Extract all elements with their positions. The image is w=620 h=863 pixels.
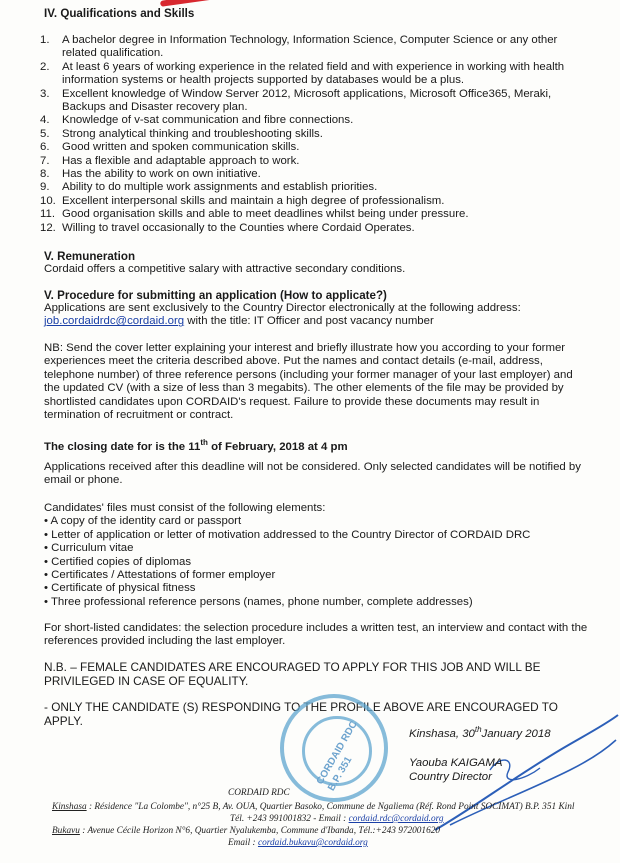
remuneration-text: Cordaid offers a competitive salary with attractive secondary conditions. bbox=[44, 263, 406, 275]
list-item: • Certified copies of diplomas bbox=[44, 556, 589, 569]
list-item: • A copy of the identity card or passport bbox=[44, 515, 589, 528]
signer-block bbox=[409, 756, 503, 784]
list-item: 6. Good written and spoken communication skills. bbox=[40, 141, 300, 154]
elements-list bbox=[44, 515, 589, 609]
footer-kinshasa-contact: Tél. +243 991001832 - Email : cordaid.rdc@cordaid.org bbox=[230, 814, 444, 824]
list-item: 7. Has a flexible and adaptable approach to work. bbox=[40, 154, 300, 167]
signing-place-date: Kinshasa, 30thJanuary 2018 bbox=[409, 725, 551, 740]
footer-bukavu-contact: Email : cordaid.bukavu@cordaid.org bbox=[228, 838, 368, 848]
footer-kinshasa-address: Kinshasa : Résidence "La Colombe", n°25 B, Av. OUA, Quartier Basoko, Commune de Ngaliema (Réf. Rond Point SOCIMAT) B.P. 351 Kinl bbox=[52, 802, 575, 812]
footer-bukavu-address: Bukavu : Avenue Cécile Horizon N°6, Quartier Nyalukemba, Commune d'Ibanda, Tél.:+243 972001620 bbox=[52, 826, 441, 836]
female-notice: N.B. – FEMALE CANDIDATES ARE ENCOURAGED TO APPLY FOR THIS JOB AND WILL BE PRIVILEGED IN CASE OF EQUALITY. bbox=[44, 660, 541, 689]
list-item: 9. Ability to do multiple work assignments and establish priorities. bbox=[40, 181, 378, 194]
list-item: 1. A bachelor degree in Information Technology, Information Science, Computer Science or any other related qualification. bbox=[40, 34, 558, 60]
shortlist-paragraph: For short-listed candidates: the selection procedure includes a written test, an interview and contact with the references provided including the last employer. bbox=[44, 622, 588, 648]
list-item: 5. Strong analytical thinking and troubleshooting skills. bbox=[40, 127, 323, 140]
deadline-notice: Applications received after this deadline will not be considered. Only selected candidates will be notified by email or phone. bbox=[44, 461, 581, 487]
nb-paragraph: NB: Send the cover letter explaining your interest and briefly illustrate how you according to your former experiences meet the criteria described above. Put the names and contact details (e-mail, address, telephone number) of three reference persons (including your former manager of your last employer) and the updated CV (with a size of less than 3 megabits). The other elements of the file may be provided by shortlisted candidates upon CORDAID's request. Failure to provide these documents may result in termination of recruitment or contract. bbox=[44, 342, 573, 422]
signer-name: Yaouba KAIGAMA bbox=[409, 757, 503, 769]
list-item: • Three professional reference persons (names, phone number, complete addresses) bbox=[44, 596, 589, 609]
logo-fragment bbox=[160, 0, 230, 7]
procedure-heading: V. Procedure for submitting an application (How to applicate?) bbox=[44, 289, 387, 302]
cordaid-stamp bbox=[280, 694, 388, 802]
list-item: 12. Willing to travel occasionally to the Counties where Cordaid Operates. bbox=[40, 221, 415, 234]
bukavu-email-link[interactable]: cordaid.bukavu@cordaid.org bbox=[257, 838, 368, 848]
stamp-text: CORDAID RDC B.P. 351 bbox=[314, 719, 360, 794]
list-item: • Certificates / Attestations of former employer bbox=[44, 569, 589, 582]
list-item: • Curriculum vitae bbox=[44, 542, 589, 555]
list-item: 10. Excellent interpersonal skills and maintain a high degree of professionalism. bbox=[40, 194, 445, 207]
qualifications-heading: IV. Qualifications and Skills bbox=[44, 7, 195, 20]
list-item: 2. At least 6 years of working experience in the related field and with experience in working with health information systems or health projects supported by databases would be a plus. bbox=[40, 60, 565, 87]
application-email-link[interactable]: job.cordaidrdc@cordaid.org bbox=[44, 315, 185, 328]
list-item: 3. Excellent knowledge of Window Server 2012, Microsoft applications, Microsoft Office365, Meraki, Backups and Disaster recovery plan. bbox=[40, 87, 552, 114]
signer-title: Country Director bbox=[409, 771, 492, 783]
closing-date: The closing date for is the 11th of February, 2018 at 4 pm bbox=[44, 438, 348, 453]
remuneration-heading: V. Remuneration bbox=[44, 250, 136, 263]
footer-org: CORDAID RDC bbox=[228, 788, 290, 798]
list-item: • Letter of application or letter of motivation addressed to the Country Director of CORDAID DRC bbox=[44, 529, 589, 542]
list-item: 4. Knowledge of v-sat communication and fibre connections. bbox=[40, 114, 354, 127]
list-item: • Certificate of physical fitness bbox=[44, 582, 589, 595]
kinshasa-email-link[interactable]: cordaid.rdc@cordaid.org bbox=[348, 814, 444, 824]
only-candidates-notice: - ONLY THE CANDIDATE (S) RESPONDING TO THE PROFILE ABOVE ARE ENCOURAGED TO APPLY. bbox=[44, 700, 558, 729]
list-item: 8. Has the ability to work on own initiative. bbox=[40, 168, 261, 181]
list-item: 11. Good organisation skills and able to meet deadlines whilst being under pressure. bbox=[40, 208, 469, 221]
required-elements: Candidates' files must consist of the following elements: • A copy of the identity card or passport • Letter of application or letter of motivation addressed to the Country Director of CORDAID DRC • Curriculum vitae • Certified copies of diplomas • Certificates / Attestations of former employer • Certificate of physical fitness • Three professional reference persons (names, phone number, complete addresses) bbox=[44, 502, 589, 609]
procedure-text: Applications are sent exclusively to the Country Director electronically at the following address: job.cordaidrdc@cordaid.org with the title: IT Officer and post vacancy number bbox=[44, 302, 521, 328]
qualifications-list bbox=[40, 34, 589, 235]
